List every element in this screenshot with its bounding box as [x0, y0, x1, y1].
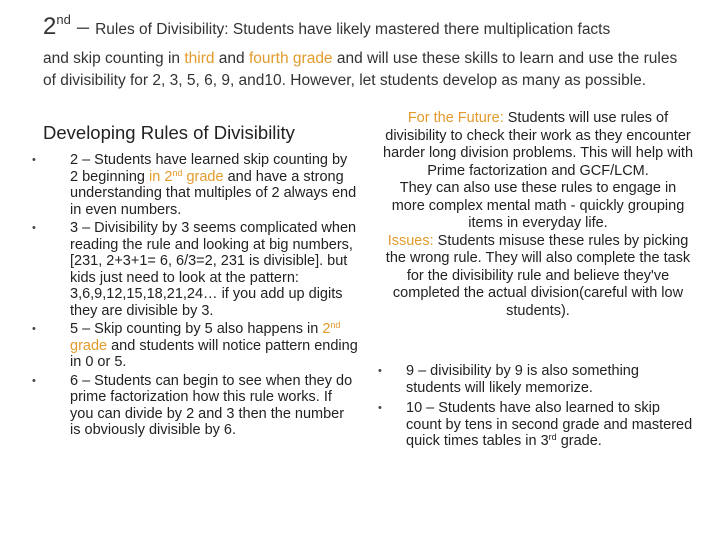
title-text: Rules of Divisibility: Students have likely mastered there multiplication facts: [95, 21, 611, 38]
future-label: For the Future:: [407, 110, 504, 126]
future-and-issues-block: [383, 110, 693, 320]
engage-paragraph: They can also use these rules to engage in more complex mental math - quickly grouping items in everyday life.: [391, 180, 685, 231]
highlight-2nd-grade: 2nd grade: [70, 320, 341, 354]
highlight-2nd-grade: in 2nd grade: [149, 167, 224, 185]
list-item-rule-9: • 9 – divisibility by 9 is also something students will likely memorize.: [378, 363, 639, 396]
list-item-rule-6: • 6 – Students can begin to see when they do prime factorization how this rule works. If you can divide by 2 and 3 then the number is obviously divisible by 6.: [32, 372, 353, 438]
list-item-rule-3: • 3 – Divisibility by 3 seems complicated when reading the rule and looking at big numbers, [231, 2+3+1= 6, 6/3=2, 231 is divisible]. but kids just need to look at the pattern: 3,6,9,12,15,18,21,24… if you add up digits they are divisible by 3.: [32, 220, 357, 319]
bullet-icon: •: [32, 323, 36, 335]
section-heading: Developing Rules of Divisibility: [43, 122, 295, 143]
intro-paragraph: and skip counting in third and fourth grade and will use these skills to learn and use the rules of divisibility for 2, 3, 5, 6, 9, and10. However, let students develop as many as possible.: [43, 50, 678, 89]
intro-highlight-fourth: fourth grade: [248, 50, 333, 67]
bullet-icon: •: [32, 154, 36, 166]
bullet-icon: •: [32, 222, 36, 234]
bullet-icon: •: [378, 365, 382, 377]
bullet-icon: •: [378, 402, 382, 414]
future-paragraph: For the Future: Students will use rules of divisibility to check their work as they encounter harder long division problems. This will help with Prime factorization and GCF/LCM.: [383, 110, 694, 179]
intro-highlight-third: third: [184, 50, 215, 67]
title-grade: 2nd: [43, 12, 71, 40]
bullet-icon: •: [32, 374, 36, 387]
issues-paragraph: Issues: Students misuse these rules by picking the wrong rule. They will also complete the task for the divisibility rule and believe they've completed the actual division(careful with low students).: [385, 232, 691, 319]
list-item-rule-5: • 5 – Skip counting by 5 also happens in 2nd grade and students will notice pattern ending in 0 or 5.: [32, 320, 358, 370]
list-item-rule-10: • 10 – Students have also learned to skip count by tens in second grade and mastered quick times tables in 3rd grade.: [378, 400, 693, 449]
slide-title: [43, 12, 610, 41]
list-item-rule-2: • 2 – Students have learned skip counting by 2 beginning in 2nd grade and have a strong understanding that multiples of 2 always end in even numbers.: [32, 152, 357, 218]
title-dash: –: [76, 14, 90, 39]
left-bullet-list: [28, 152, 358, 441]
issues-label: Issues:: [387, 232, 434, 249]
right-bullet-list: [375, 363, 695, 454]
